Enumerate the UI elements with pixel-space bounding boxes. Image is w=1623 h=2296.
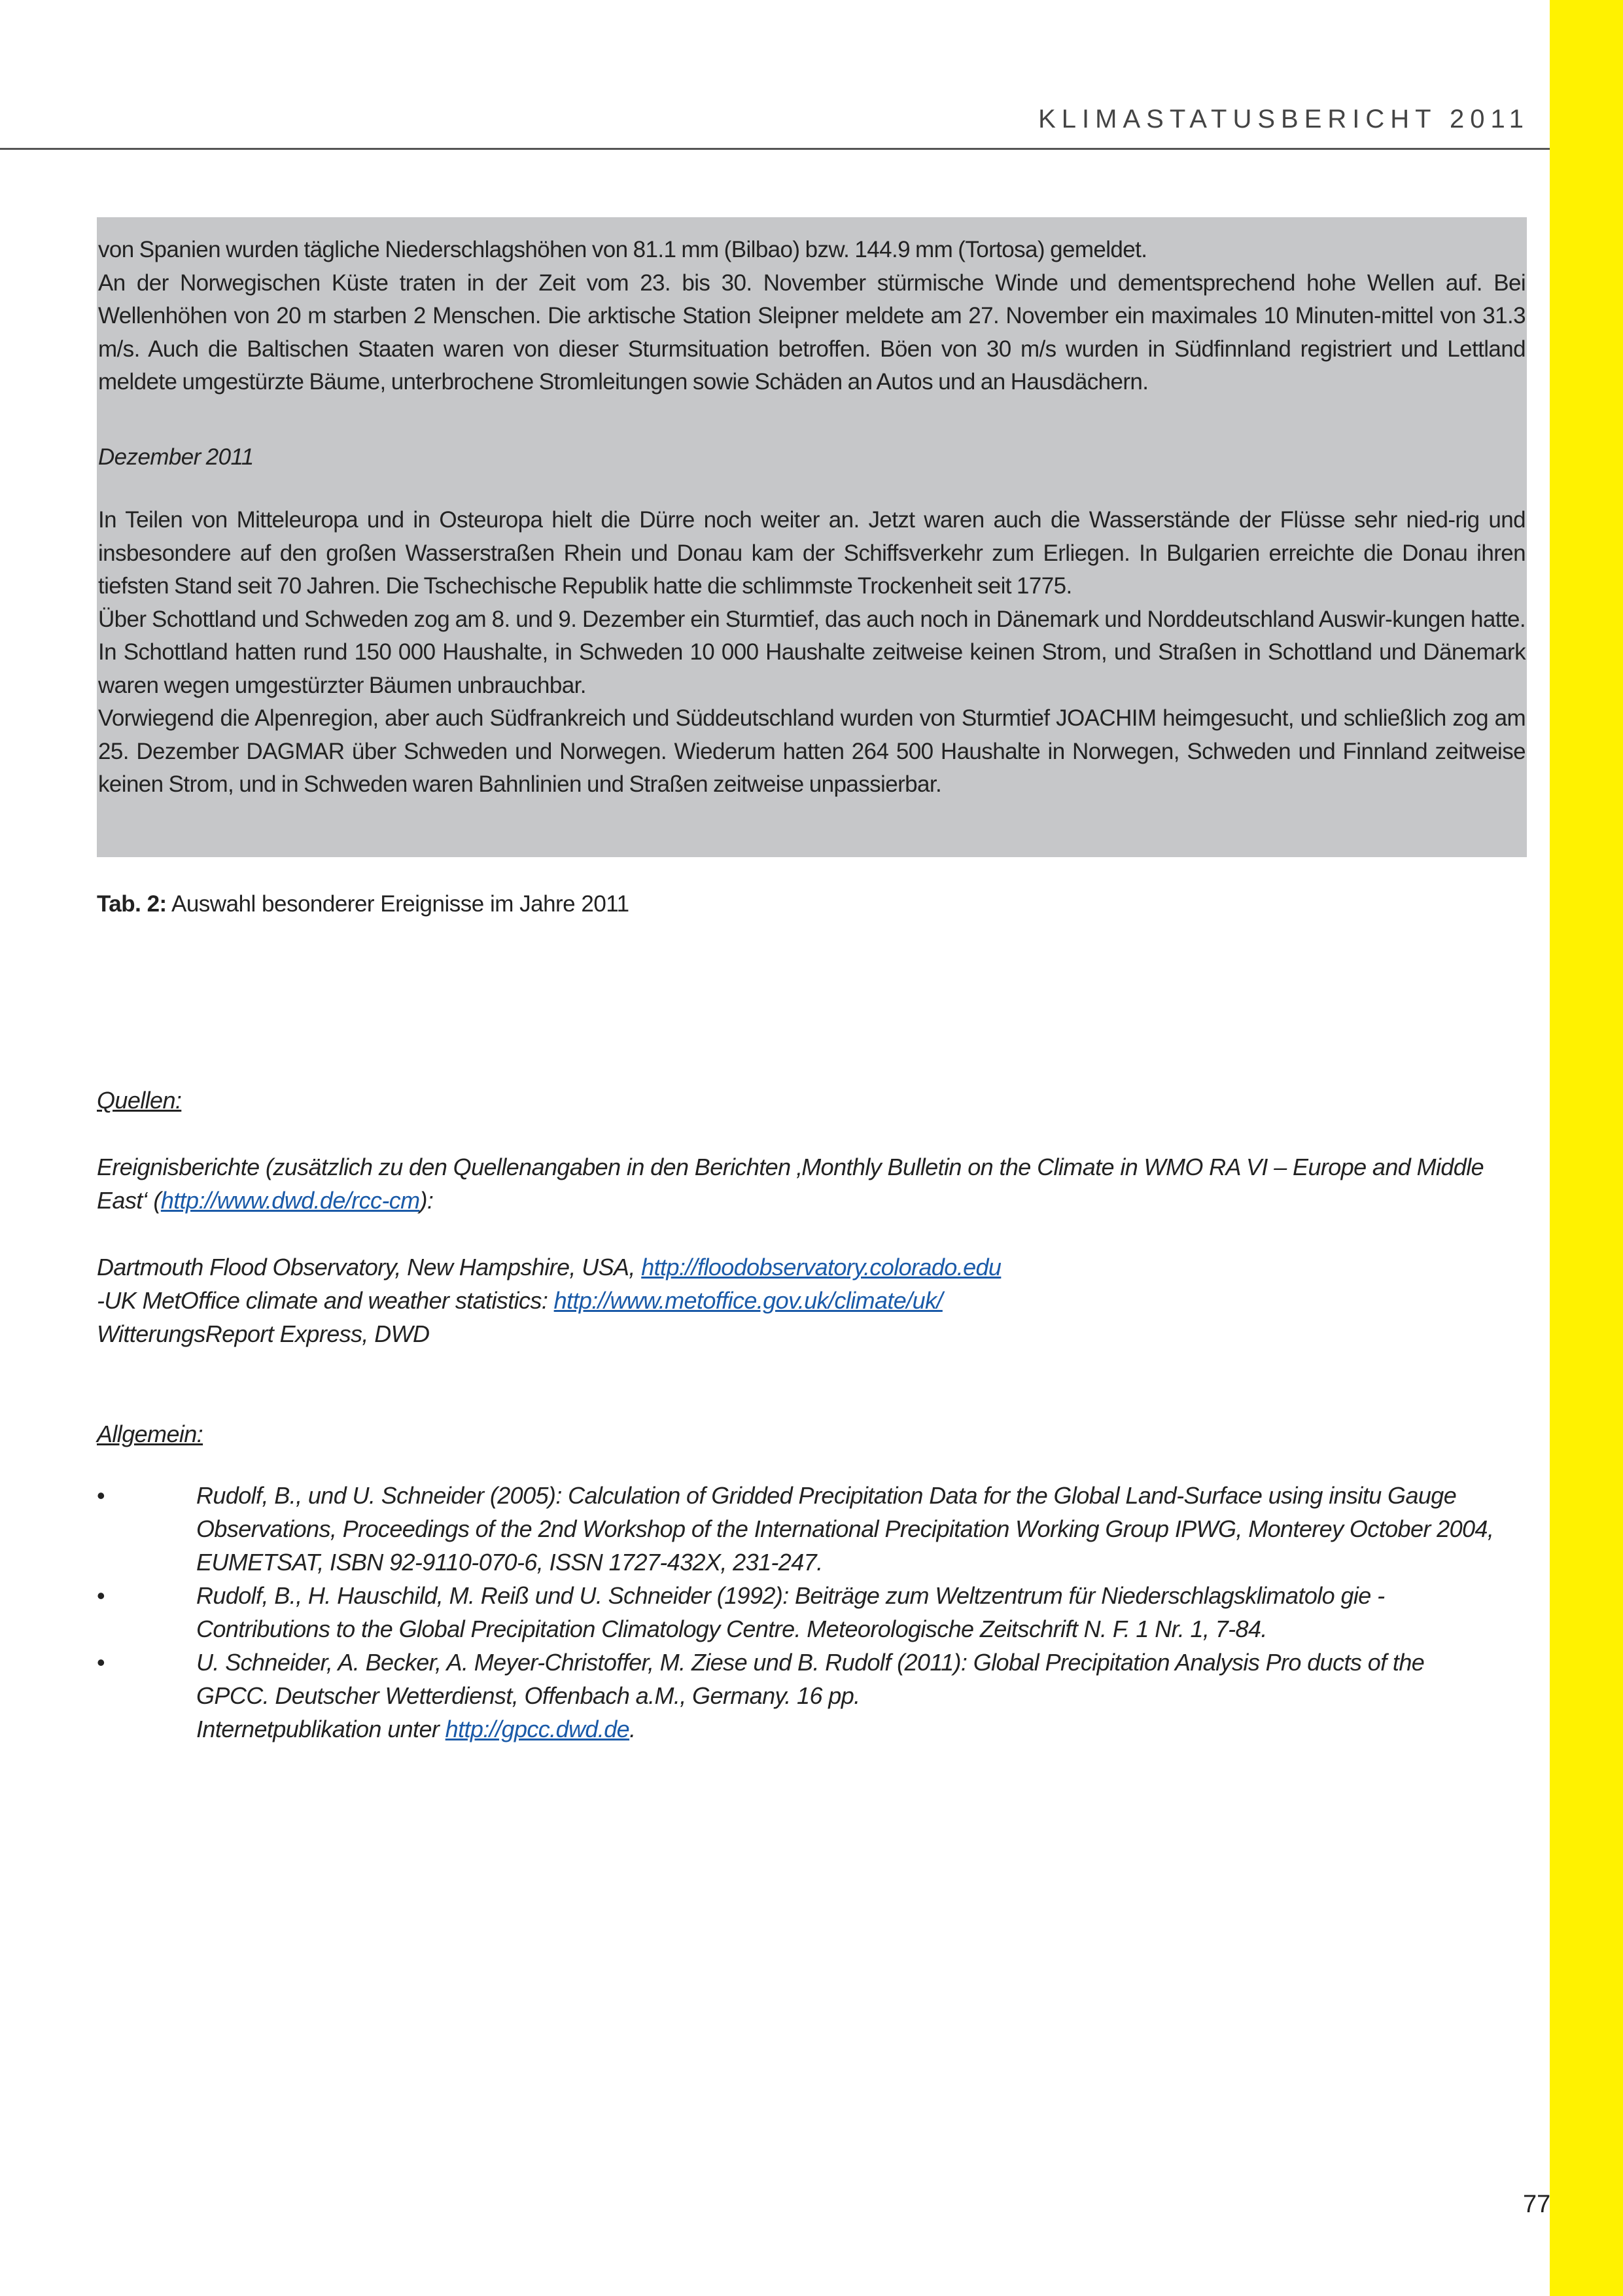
sources-intro: Ereignisberichte (zusätzlich zu den Quellenangaben in den Berichten ‚Monthly Bulletin on the Climate in WMO RA VI – Europe and Middle East‘ (http://www.dwd.de/rcc-cm): [97,1154,1484,1214]
bullet-icon: • [97,1582,105,1609]
link-floodobservatory[interactable]: http://floodobservatory.colorado.edu [641,1254,1002,1280]
reference-extra: Internetpublikation unter http://gpcc.dwd.de. [196,1716,636,1742]
source-line-metoffice: -UK MetOffice climate and weather statistics: http://www.metoffice.gov.uk/climate/uk/ [97,1287,943,1314]
reference-text: Rudolf, B., H. Hauschild, M. Reiß und U. Schneider (1992): Beiträge zum Weltzentrum für Niederschlagsklimatolo gie - Contributions to the Global Precipitation Climatology Centre. Meteorologische Zeitschrift N. F. 1 Nr. 1, 7-84. [196,1582,1385,1642]
sources-section [97,1084,1536,1451]
link-gpcc[interactable]: http://gpcc.dwd.de [445,1716,630,1742]
page-number: 77 [1523,2191,1551,2218]
reference-text: U. Schneider, A. Becker, A. Meyer-Christoffer, M. Ziese und B. Rudolf (2011): Global Precipitation Analysis Pro ducts of the GPCC. Deutscher Wetterdienst, Offenbach a.M., Germany. 16 pp. [196,1649,1425,1709]
list-item [97,1579,1498,1646]
yellow-side-bar [1550,0,1623,2296]
report-header-title: KLIMASTATUSBERICHT 2011 [1038,105,1529,133]
table-caption-label: Tab. 2: [97,891,167,917]
list-item [97,1646,1498,1746]
month-heading-december: Dezember 2011 [98,444,254,470]
list-item [97,1479,1498,1579]
reference-list [97,1479,1494,1746]
table-caption [97,891,629,917]
link-metoffice[interactable]: http://www.metoffice.gov.uk/climate/uk/ [553,1287,943,1314]
box-paragraph-alps-storm: Vorwiegend die Alpenregion, aber auch Südfrankreich und Süddeutschland wurden von Sturmtief JOACHIM heimgesucht, und schließlich zog am 25. Dezember DAGMAR über Schweden und Norwegen. Wiederum hatten 264 500 Haushalte in Norwegen, Schweden und Finnland zeitweise keinen Strom, und in Schweden waren Bahnlinien und Straßen zeitweise unpassierbar. [98,705,1526,797]
table-caption-text: Auswahl besonderer Ereignisse im Jahre 2011 [171,891,629,917]
bullet-icon: • [97,1482,105,1509]
sources-heading: Quellen: [97,1087,182,1114]
box-paragraph-norway-storm: An der Norwegischen Küste traten in der Zeit vom 23. bis 30. November stürmische Winde und dementsprechend hohe Wellen auf. Bei Wellenhöhen von 20 m starben 2 Menschen. Die arktische Station Sleipner meldete am 27. November ein maximales 10 Minuten-mittel von 31.3 m/s. Auch die Baltischen Staaten waren von dieser Sturmsituation betroffen. Böen von 30 m/s wurden in Südfinnland registriert und Lettland meldete umgestürzte Bäume, unterbrochene Stromleitungen sowie Schäden an Autos und an Hausdächern. [98,270,1526,395]
reference-text: Rudolf, B., und U. Schneider (2005): Calculation of Gridded Precipitation Data for the Global Land-Surface using insitu Gauge Observations, Proceedings of the 2nd Workshop of the International Precipitation Working Group IPWG, Monterey October 2004, EUMETSAT, ISBN 92-9110-070-6, ISSN 1727-432X, 231-247. [196,1482,1494,1576]
link-dwd-rcc[interactable]: http://www.dwd.de/rcc-cm [160,1187,420,1214]
box-paragraph-drought: In Teilen von Mitteleuropa und in Osteuropa hielt die Dürre noch weiter an. Jetzt waren auch die Wasserstände der Flüsse sehr nied-rig und insbesondere auf den großen Wasserstraßen Rhein und Donau kam der Schiffsverkehr zum Erliegen. In Bulgarien erreichte die Donau ihren tiefsten Stand seit 70 Jahren. Die Tschechische Republik hatte die schlimmste Trockenheit seit 1775. [98,507,1526,599]
table-continuation-box [97,217,1527,857]
box-paragraph-scotland-storm: Über Schottland und Schweden zog am 8. und 9. Dezember ein Sturmtief, das auch noch in Dänemark und Norddeutschland Auswir-kungen hatte. In Schottland hatten rund 150 000 Haushalte, in Schweden 10 000 Haushalte zeitweise keinen Strom, und Straßen in Schottland und Dänemark waren wegen umgestürzter Bäumen unbrauchbar. [98,606,1526,698]
general-heading: Allgemein: [97,1421,203,1447]
box-paragraph-spain: von Spanien wurden tägliche Niederschlagshöhen von 81.1 mm (Bilbao) bzw. 144.9 mm (Tortosa) gemeldet. [98,237,1147,262]
bullet-icon: • [97,1649,105,1676]
source-line-dartmouth: Dartmouth Flood Observatory, New Hampshire, USA, http://floodobservatory.colorado.edu [97,1254,1002,1280]
source-line-witterungsreport: WitterungsReport Express, DWD [97,1320,430,1347]
header-rule [0,148,1550,150]
